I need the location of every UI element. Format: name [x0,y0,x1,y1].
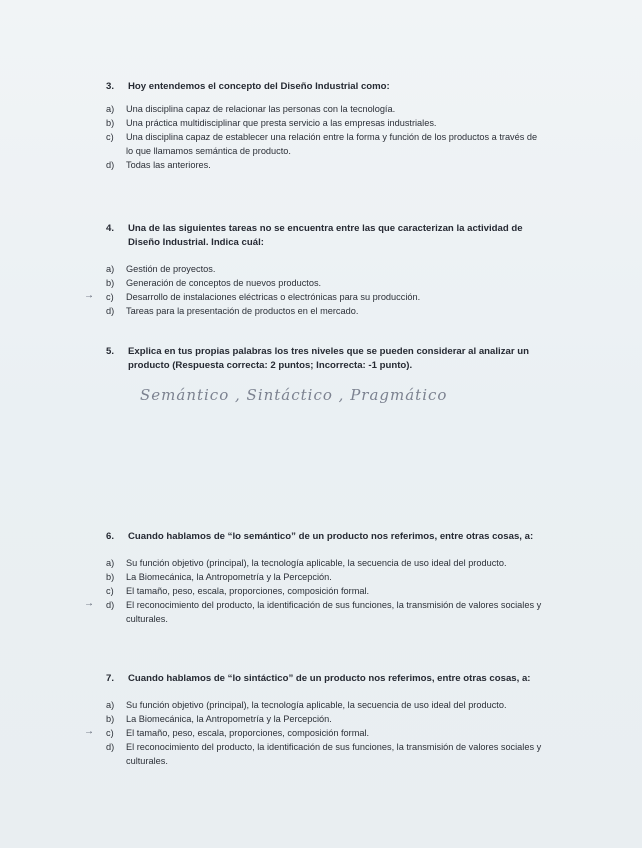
option-text: Su función objetivo (principal), la tecnología aplicable, la secuencia de uso ideal del producto. [126,558,507,568]
option-letter: b) [106,118,115,128]
option-text: La Biomecánica, la Antropometría y la Percepción. [126,572,332,582]
option-letter: d) [106,742,115,752]
option-text: Generación de conceptos de nuevos productos. [126,278,322,288]
option-letter: c) [106,586,114,596]
option-letter: a) [106,104,115,114]
option-b [106,276,546,290]
question-6-title [106,530,546,544]
option-letter: b) [106,572,115,582]
question-text: Explica en tus propias palabras los tres niveles que se pueden considerar al analizar un producto (Respuesta correcta: 2 puntos; Incorrecta: -1 punto). [128,346,529,371]
question-4-title [106,222,546,250]
option-letter: d) [106,306,115,316]
option-letter: d) [106,600,115,610]
option-c [106,130,546,158]
handwritten-answer: Semántico , Sintáctico , Pragmático [140,386,448,404]
option-text: Tareas para la presentación de productos en el mercado. [126,306,359,316]
question-5 [106,345,546,373]
question-text: Cuando hablamos de “lo semántico” de un producto nos referimos, entre otras cosas, a: [128,531,534,542]
option-letter: d) [106,160,115,170]
options-list [84,556,546,626]
option-a [106,102,546,116]
question-number: 4. [106,223,115,234]
option-letter: a) [106,700,115,710]
option-text: La Biomecánica, la Antropometría y la Percepción. [126,714,332,724]
option-b [106,570,546,584]
option-letter: b) [106,278,115,288]
handwritten-arrow-icon: → [84,726,94,737]
option-text: El tamaño, peso, escala, proporciones, composición formal. [126,728,370,738]
option-a [106,698,546,712]
option-letter: c) [106,728,114,738]
option-text: Una disciplina capaz de establecer una relación entre la forma y función de los productos a través de lo que llamamos semántica de producto. [126,132,538,156]
question-5-title [106,345,546,373]
question-text: Cuando hablamos de “lo sintáctico” de un producto nos referimos, entre otras cosas, a: [128,673,531,684]
option-c [84,726,546,740]
option-letter: c) [106,132,114,142]
question-text: Una de las siguientes tareas no se encuentra entre las que caracterizan la actividad de Diseño Industrial. Indica cuál: [128,223,523,248]
option-text: Gestión de proyectos. [126,264,216,274]
option-d [84,598,546,626]
question-number: 7. [106,673,115,684]
question-7 [84,672,546,768]
option-text: Una práctica multidisciplinar que presta servicio a las empresas industriales. [126,118,437,128]
question-3 [106,80,546,172]
question-7-title [106,672,546,686]
options-list [106,102,546,172]
handwritten-arrow-icon: → [84,598,94,609]
question-6 [84,530,546,626]
option-d [106,740,546,768]
option-text: Una disciplina capaz de relacionar las personas con la tecnología. [126,104,396,114]
option-text: El reconocimiento del producto, la identificación de sus funciones, la transmisión de valores sociales y culturales. [126,600,542,624]
option-text: Desarrollo de instalaciones eléctricas o electrónicas para su producción. [126,292,421,302]
question-3-title [106,80,546,94]
question-number: 5. [106,346,115,357]
question-number: 6. [106,531,115,542]
option-text: El reconocimiento del producto, la identificación de sus funciones, la transmisión de valores sociales y culturales. [126,742,542,766]
option-c [84,290,546,304]
handwritten-arrow-icon: → [84,290,94,301]
option-letter: a) [106,558,115,568]
option-text: Todas las anteriores. [126,160,211,170]
question-4 [84,222,546,318]
option-letter: a) [106,264,115,274]
option-text: El tamaño, peso, escala, proporciones, composición formal. [126,586,370,596]
question-number: 3. [106,81,115,92]
option-a [106,262,546,276]
option-letter: b) [106,714,115,724]
option-letter: c) [106,292,114,302]
question-text: Hoy entendemos el concepto del Diseño Industrial como: [128,81,390,92]
option-a [106,556,546,570]
option-c [106,584,546,598]
option-text: Su función objetivo (principal), la tecnología aplicable, la secuencia de uso ideal del producto. [126,700,507,710]
options-list [84,698,546,768]
option-d [106,304,546,318]
option-b [106,712,546,726]
option-b [106,116,546,130]
options-list [84,262,546,318]
option-d [106,158,546,172]
